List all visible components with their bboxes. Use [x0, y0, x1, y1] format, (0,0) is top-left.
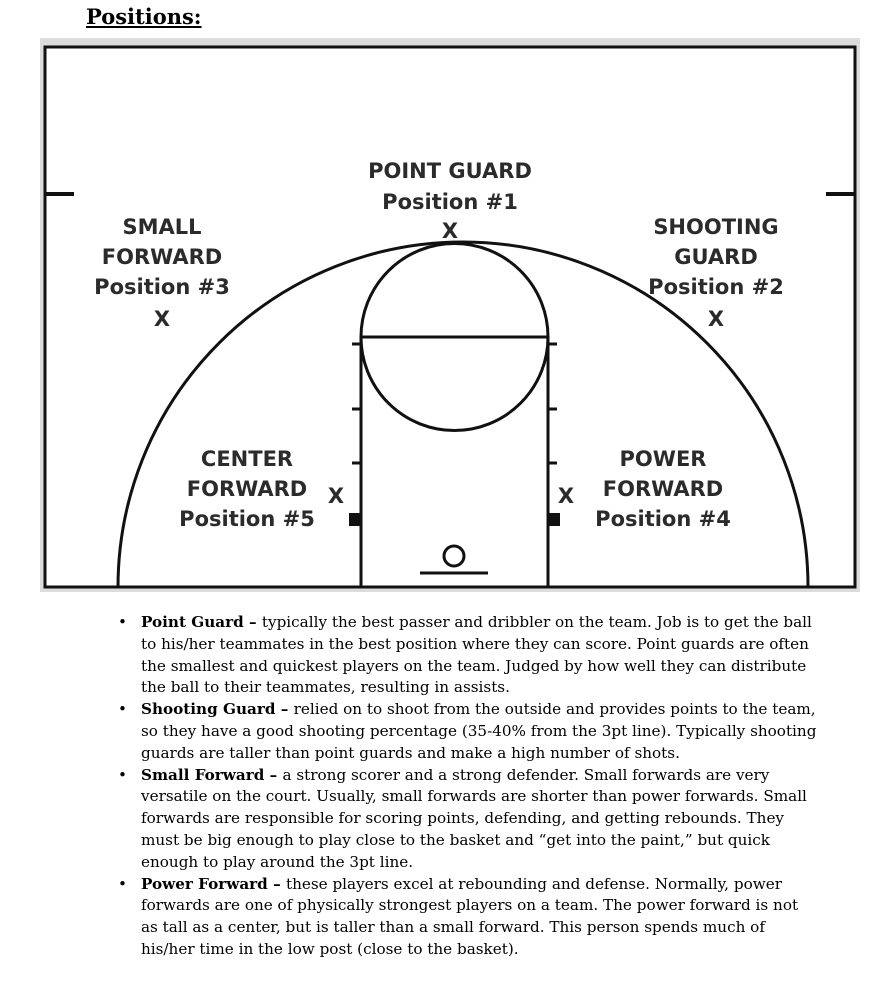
shooting-guard-number: Position #2: [648, 275, 784, 299]
point-guard-marker: X: [441, 219, 459, 243]
point-guard-number: Position #1: [382, 190, 518, 214]
bullet-icon: •: [118, 874, 127, 893]
shooting-guard-line1: SHOOTING: [653, 215, 779, 239]
position-description: relied on to shoot from the outside and provides points to the team, so they have a good shooting percentage (35-40% from the 3pt line). Typically shooting guards are taller than point guards and make a high number of shots.: [141, 700, 817, 762]
court-svg: [40, 38, 860, 592]
bullet-icon: •: [118, 613, 127, 631]
power-forward-line1: POWER: [619, 447, 707, 471]
center-forward-line1: CENTER: [200, 447, 294, 471]
lane-block-left: [349, 513, 361, 526]
list-item: [118, 765, 818, 874]
power-forward-marker: X: [557, 484, 575, 508]
list-item: [118, 612, 818, 699]
term-dash: –: [275, 700, 294, 719]
point-guard-title: POINT GUARD: [368, 159, 532, 183]
position-descriptions: [118, 612, 818, 961]
position-term: Small Forward: [141, 765, 265, 784]
position-term: Point Guard: [141, 613, 244, 631]
power-forward-number: Position #4: [595, 507, 731, 531]
bullet-icon: •: [118, 700, 127, 719]
position-description: these players excel at rebounding and defense. Normally, power forwards are one of physically strongest players on a team. The power forward is not as tall as a center, but is taller than a small forward. This person spends much of his/her time in the low post (close to the basket).: [141, 874, 799, 958]
center-forward-number: Position #5: [179, 507, 315, 531]
position-term: Power Forward: [141, 874, 268, 893]
lane-block-right: [548, 513, 560, 526]
page-heading: Positions:: [86, 4, 202, 29]
small-forward-marker: X: [153, 307, 171, 331]
court-diagram: [40, 38, 860, 592]
power-forward-line2: FORWARD: [602, 477, 724, 501]
list-item: [118, 699, 818, 764]
position-description: a strong scorer and a strong defender. Small forwards are very versatile on the court. Usually, small forwards are shorter than power forwards. Small forwards are responsible for scoring points, defending, and getting rebounds. They must be big enough to play close to the basket and “get into the paint,” but quick enough to play around the 3pt line.: [141, 765, 807, 871]
term-dash: –: [267, 874, 286, 893]
term-dash: –: [243, 613, 262, 631]
small-forward-line2: FORWARD: [101, 245, 223, 269]
term-dash: –: [264, 765, 283, 784]
center-forward-line2: FORWARD: [186, 477, 308, 501]
center-forward-marker: X: [327, 484, 345, 508]
list-item: [118, 874, 818, 961]
shooting-guard-line2: GUARD: [674, 245, 758, 269]
bullet-icon: •: [118, 765, 127, 784]
small-forward-line1: SMALL: [122, 215, 202, 239]
small-forward-number: Position #3: [94, 275, 230, 299]
shooting-guard-marker: X: [707, 307, 725, 331]
position-description: typically the best passer and dribbler on the team. Job is to get the ball to his/her teammates in the best position where they can score. Point guards are often the smallest and quickest players on the team. Judged by how well they can distribute the ball to their teammates, resulting in assists.: [141, 613, 812, 697]
position-term: Shooting Guard: [141, 700, 276, 719]
